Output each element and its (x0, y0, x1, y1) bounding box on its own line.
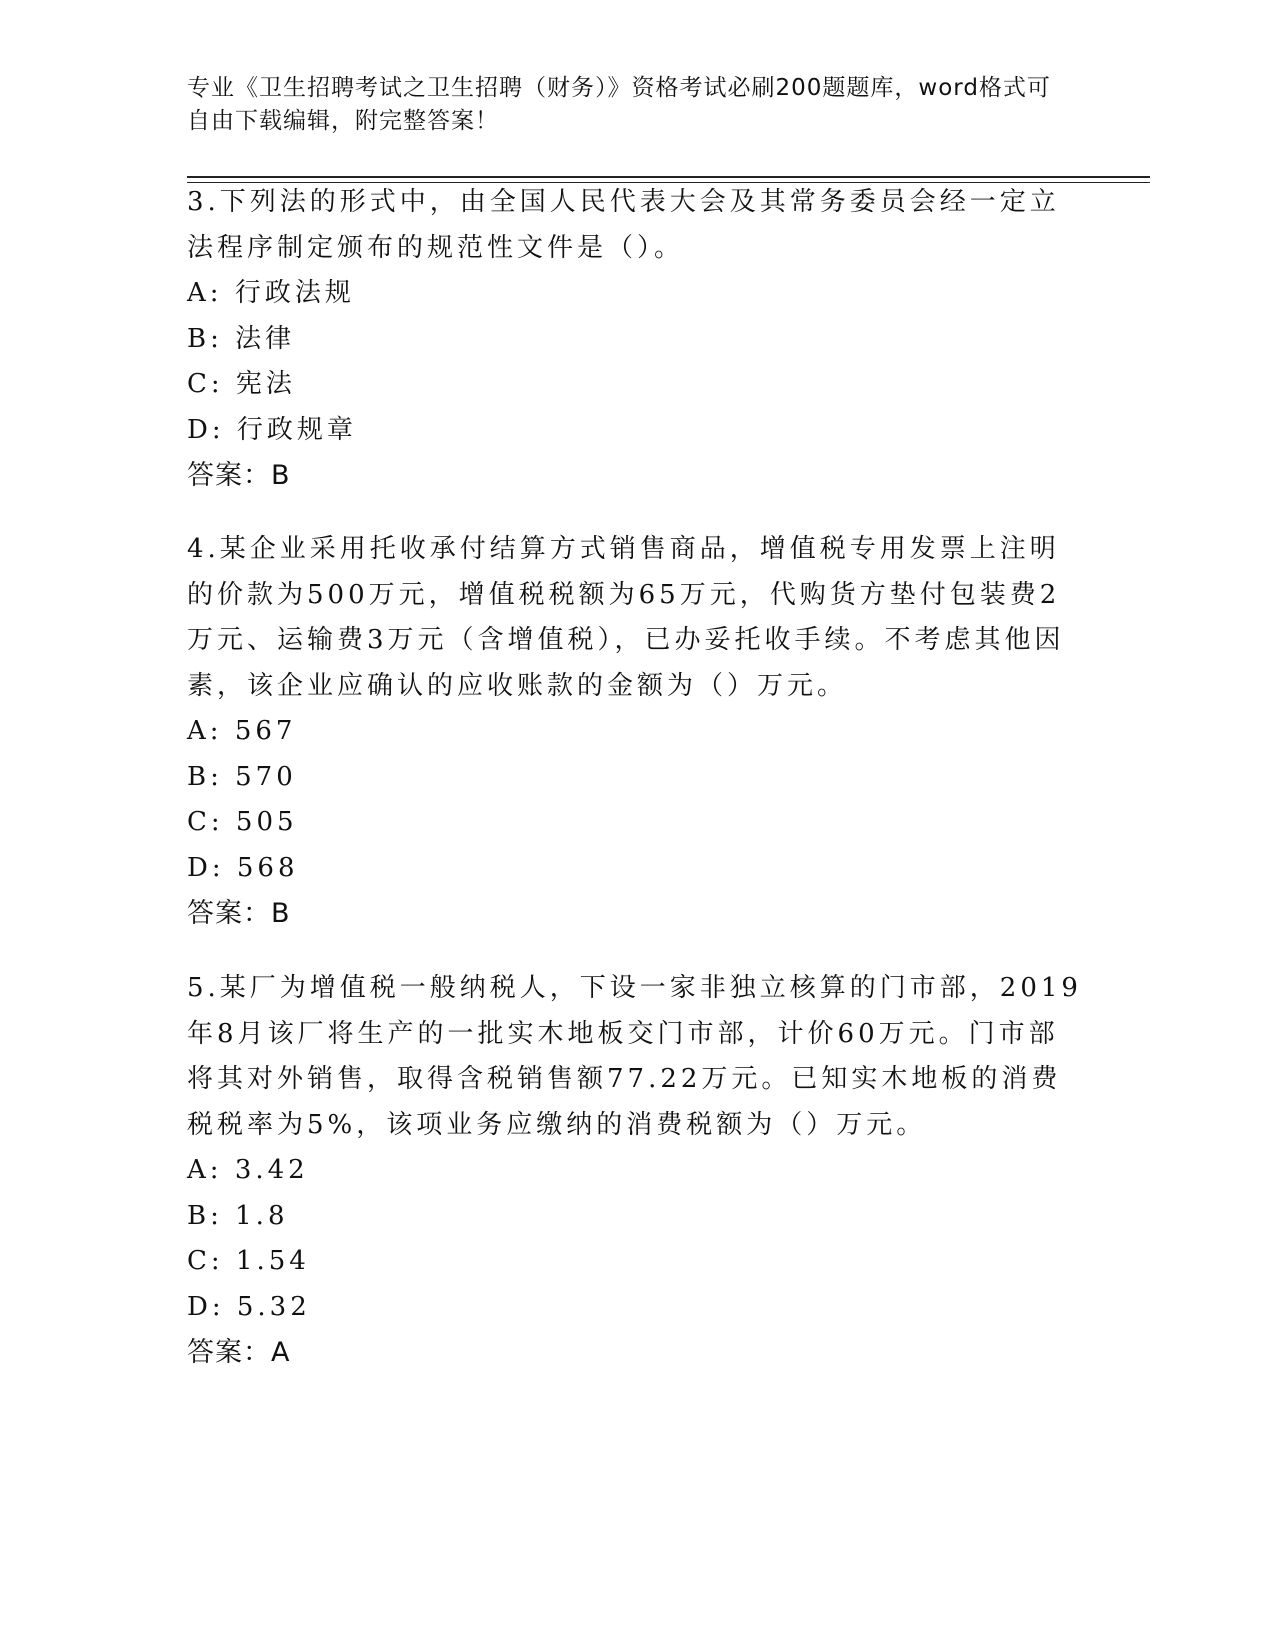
option-a (187, 709, 1087, 755)
option-text: 567 (234, 716, 297, 746)
question-block-3 (187, 180, 1087, 499)
option-text: 1.54 (235, 1246, 310, 1276)
option-text: 570 (235, 761, 297, 792)
header-divider-thick (187, 176, 1150, 178)
option-label: D: (187, 852, 225, 883)
option-text: 法律 (235, 323, 296, 354)
option-text: 1.8 (235, 1200, 289, 1231)
option-text: 568 (236, 852, 299, 883)
answer-line: 答案：B (187, 460, 291, 491)
option-label: B: (187, 761, 223, 792)
option-label: B: (187, 1200, 223, 1231)
option-d (187, 846, 1087, 892)
option-label: D: (187, 1291, 225, 1322)
answer-line: 答案：B (187, 898, 291, 929)
option-label: A: (187, 1155, 223, 1185)
option-b (187, 1194, 1087, 1240)
answer-line: 答案：A (187, 1337, 291, 1368)
question-stem: 4.某企业采用托收承付结算方式销售商品，增值税专用发票上注明的价款为500万元，增值税税额为65万元，代购货方垫付包装费2万元、运输费3万元（含增值税），已办妥托收手续。不考虑其他因素，该企业应确认的应收账款的金额为（）万元。 (187, 534, 1065, 701)
option-text: 3.42 (234, 1155, 309, 1185)
option-a (187, 1148, 1087, 1194)
option-label: B: (187, 323, 223, 354)
option-text: 行政规章 (236, 414, 357, 445)
option-label: C: (187, 807, 224, 837)
option-c (187, 800, 1087, 846)
question-block-5 (187, 966, 1087, 1376)
document-header: 专业《卫生招聘考试之卫生招聘（财务）》资格考试必刷200题题库，word格式可自由下载编辑，附完整答案！ (187, 75, 1051, 134)
option-d (187, 1285, 1087, 1331)
option-label: C: (187, 369, 224, 399)
option-a (187, 271, 1087, 317)
option-text: 5.32 (236, 1291, 311, 1322)
option-b (187, 317, 1087, 363)
question-block-4 (187, 527, 1087, 937)
option-c (187, 362, 1087, 408)
option-b (187, 755, 1087, 801)
question-stem: 5.某厂为增值税一般纳税人，下设一家非独立核算的门市部，2019年8月该厂将生产的一批实木地板交门市部，计价60万元。门市部将其对外销售，取得含税销售额77.22万元。已知实木地板的消费税税率为5%，该项业务应缴纳的消费税额为（）万元。 (187, 973, 1082, 1140)
option-text: 505 (235, 807, 298, 837)
option-c (187, 1239, 1087, 1285)
option-label: A: (187, 716, 223, 746)
question-stem: 3.下列法的形式中，由全国人民代表大会及其常务委员会经一定立法程序制定颁布的规范性文件是（）。 (187, 187, 1060, 263)
option-label: D: (187, 414, 225, 445)
option-label: C: (187, 1246, 224, 1276)
option-text: 宪法 (235, 369, 296, 399)
option-d (187, 408, 1087, 454)
option-text: 行政法规 (234, 278, 355, 308)
option-label: A: (187, 278, 223, 308)
